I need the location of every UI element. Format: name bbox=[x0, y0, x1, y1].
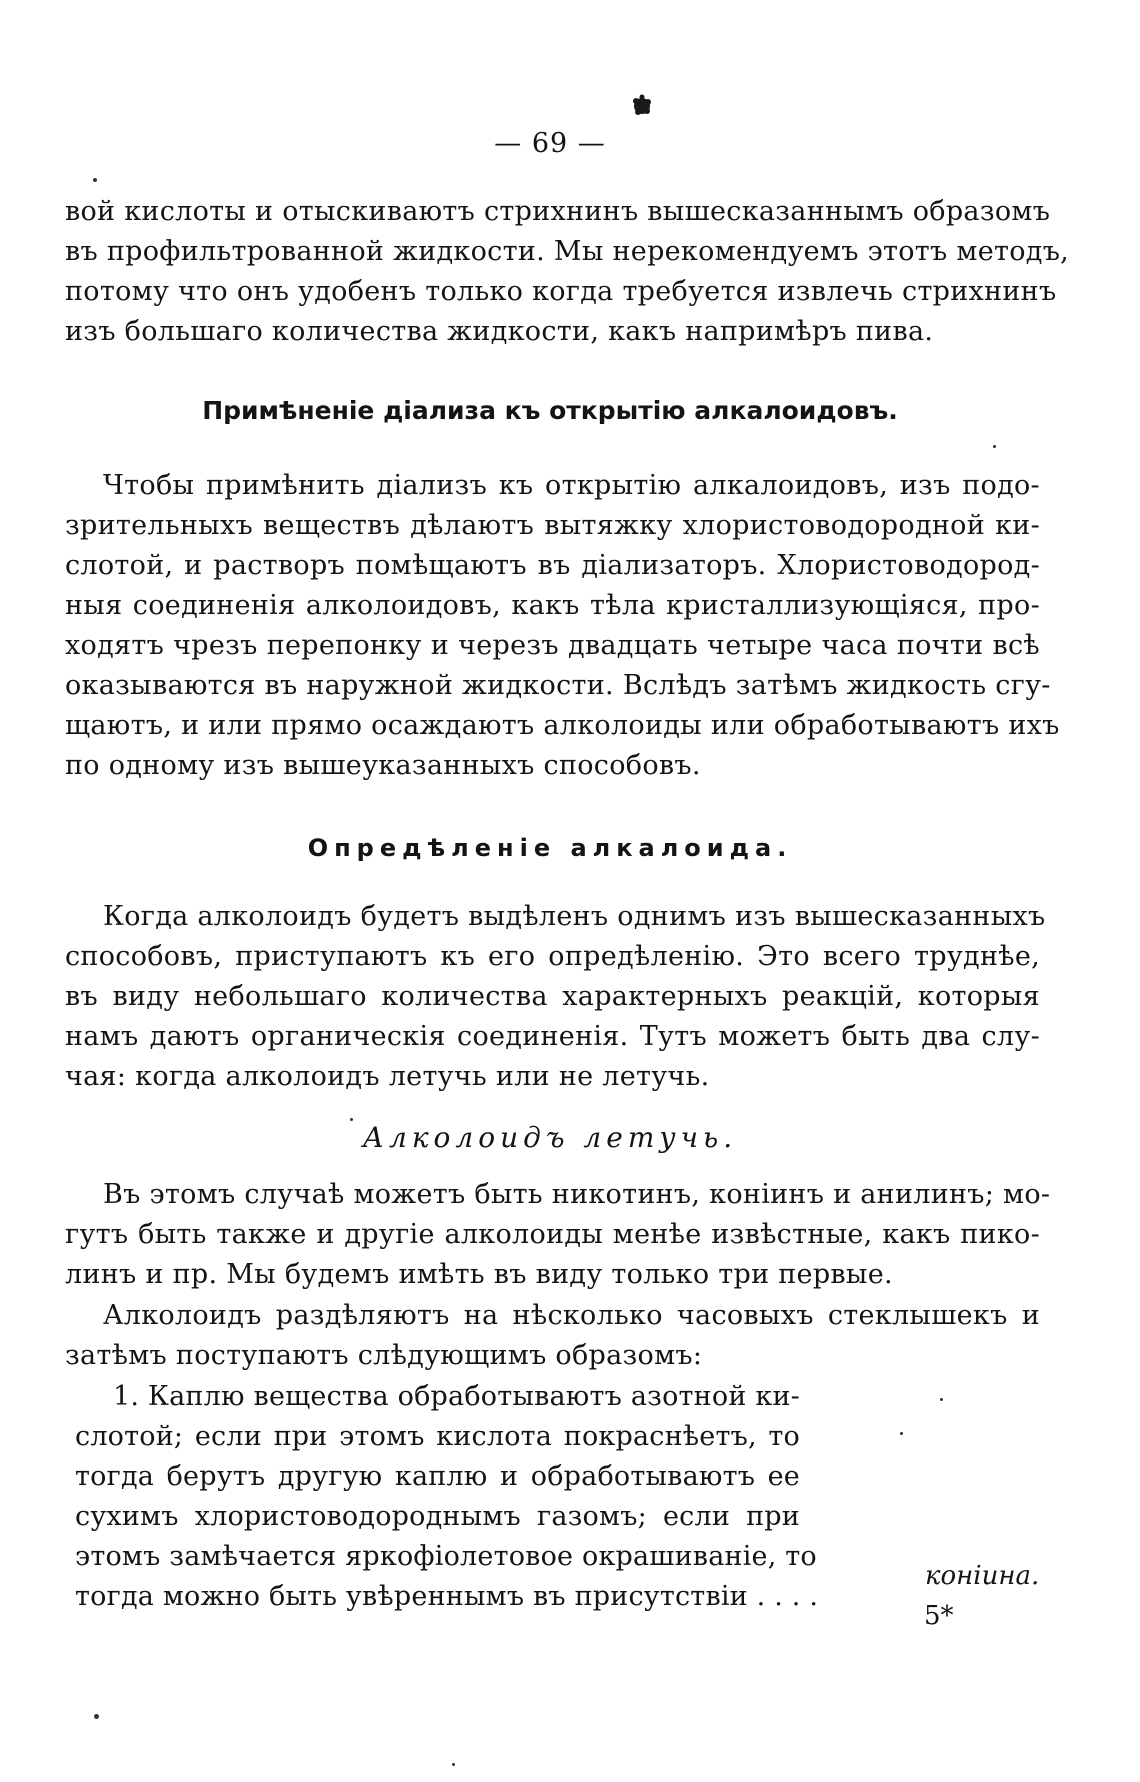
text-line: Въ этомъ случаѣ можетъ быть никотинъ, коніинъ и анилинъ; мо- bbox=[103, 1179, 1051, 1210]
text-line: Когда алколоидъ будетъ выдѣленъ однимъ изъ вышесказанныхъ bbox=[103, 901, 1046, 932]
paragraph-dialysis bbox=[65, 466, 1060, 786]
text-line: тогда можно быть увѣреннымъ въ присутствіи . . . . bbox=[75, 1581, 819, 1612]
text-line: ходятъ чрезъ перепонку и черезъ двадцать четыре часа почти всѣ bbox=[65, 630, 1040, 661]
text-line: линъ и пр. Мы будемъ имѣть въ виду только три первые. bbox=[65, 1259, 893, 1290]
text-line: 1. Каплю вещества обработываютъ азотной ки- bbox=[113, 1381, 800, 1412]
text-line: намъ даютъ органическія соединенія. Тутъ можетъ быть два слу- bbox=[65, 1021, 1040, 1052]
signature-mark: 5* bbox=[924, 1601, 954, 1631]
section-heading-determination: Опредѣленіе алкалоида. bbox=[307, 834, 793, 862]
scan-speck bbox=[452, 1763, 455, 1766]
page-number: — 69 — bbox=[494, 128, 606, 159]
text-line: потому что онъ удобенъ только когда требуется извлечь стрихнинъ bbox=[65, 276, 1057, 307]
text-line: въ профильтрованной жидкости. Мы нерекомендуемъ этотъ методъ, bbox=[65, 236, 1070, 267]
text-line: ныя соединенія алколоидовъ, какъ тѣла кристаллизующіяся, про- bbox=[65, 590, 1040, 621]
text-line: сухимъ хлористоводороднымъ газомъ; если при bbox=[75, 1501, 800, 1532]
text-line: вой кислоты и отыскиваютъ стрихнинъ вышесказаннымъ образомъ bbox=[65, 196, 1051, 227]
text-line: щаютъ, и или прямо осаждаютъ алколоиды или обработываютъ ихъ bbox=[65, 710, 1060, 741]
section-heading-dialysis: Примѣненіе діализа къ открытію алкалоидовъ. bbox=[202, 396, 898, 425]
section-heading-volatile: Алколоидъ летучь. bbox=[362, 1121, 738, 1154]
text-line: Алколоидъ раздѣляютъ на нѣсколько часовыхъ стеклышекъ и bbox=[103, 1300, 1040, 1331]
text-line: слотой, и растворъ помѣщаютъ въ діализаторъ. Хлористоводород- bbox=[65, 550, 1040, 581]
item-1-result: коніина. bbox=[925, 1561, 1040, 1591]
ink-blot-mark bbox=[628, 92, 656, 120]
text-line: зрительныхъ веществъ дѣлаютъ вытяжку хлористоводородной ки- bbox=[65, 510, 1040, 541]
paragraph-procedure-intro bbox=[65, 1296, 1040, 1376]
scan-speck bbox=[350, 1118, 353, 1121]
text-line: тогда берутъ другую каплю и обработываютъ ее bbox=[75, 1461, 800, 1492]
text-line: изъ большаго количества жидкости, какъ напримѣръ пива. bbox=[65, 316, 934, 347]
text-line: въ виду небольшаго количества характерныхъ реакцій, которыя bbox=[65, 981, 1040, 1012]
text-line: оказываются въ наружной жидкости. Вслѣдъ затѣмъ жидкость сгу- bbox=[65, 670, 1051, 701]
paragraph-volatile-candidates bbox=[65, 1175, 1051, 1295]
text-line: слотой; если при этомъ кислота покраснѣетъ, то bbox=[75, 1421, 800, 1452]
text-line: затѣмъ поступаютъ слѣдующимъ образомъ: bbox=[65, 1340, 703, 1371]
scan-speck bbox=[940, 1398, 943, 1401]
scan-speck bbox=[993, 445, 996, 448]
scan-speck bbox=[94, 1714, 99, 1719]
text-line: чая: когда алколоидъ летучь или не летучь. bbox=[65, 1061, 710, 1092]
text-line: по одному изъ вышеуказанныхъ способовъ. bbox=[65, 750, 701, 781]
text-line: этомъ замѣчается яркофіолетовое окрашиваніе, то bbox=[75, 1541, 817, 1572]
text-line: Чтобы примѣнить діализъ къ открытію алкалоидовъ, изъ подо- bbox=[103, 470, 1040, 501]
text-line: способовъ, приступаютъ къ его опредѣленію. Это всего труднѣе, bbox=[65, 941, 1040, 972]
procedure-item-1 bbox=[75, 1377, 819, 1617]
paragraph-strychnine-continuation bbox=[65, 192, 1070, 352]
scan-speck bbox=[900, 1432, 903, 1435]
paragraph-determination bbox=[65, 897, 1046, 1097]
scan-speck bbox=[93, 178, 97, 182]
text-line: гутъ быть также и другіе алколоиды менѣе извѣстные, какъ пико- bbox=[65, 1219, 1040, 1250]
